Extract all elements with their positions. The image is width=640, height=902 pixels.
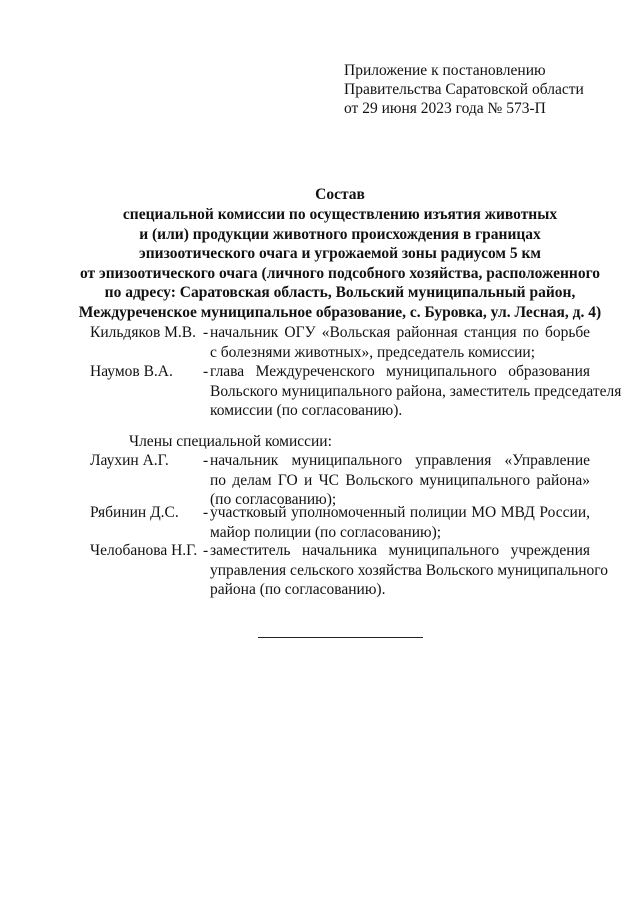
appendix-line: Правительства Саратовской области	[344, 81, 584, 98]
appendix-line: от 29 июня 2023 года № 573-П	[344, 100, 546, 117]
members-heading: Члены специальной комиссии:	[129, 433, 332, 450]
member-name: Наумов В.А.	[90, 363, 173, 380]
document-heading: Состав	[315, 186, 365, 203]
role-line: заместитель начальника муниципального учреждения	[210, 542, 590, 559]
member-role	[210, 541, 608, 600]
role-line: майор полиции (по согласованию);	[210, 523, 442, 541]
role-line: комиссии (по согласованию).	[210, 402, 403, 419]
member-name: Челобанова Н.Г.	[90, 542, 198, 559]
title-line: Междуреченское муниципальное образование, с. Буровка, ул. Лесная, д. 4)	[78, 303, 602, 321]
title-line: от эпизоотического очага (личного подсобного хозяйства, расположенного	[80, 264, 600, 282]
title-line: и (или) продукции животного происхождения в границах	[139, 225, 541, 243]
member-role	[210, 503, 590, 542]
role-line: по делам ГО и ЧС Вольского муниципального района»	[210, 471, 590, 489]
role-line: участковый уполномоченный полиции МО МВД России,	[210, 504, 590, 521]
role-line: управления сельского хозяйства Вольского муниципального	[210, 561, 608, 579]
appendix-note	[344, 61, 624, 118]
member-name: Рябинин Д.С.	[90, 504, 179, 521]
role-line: Вольского муниципального района, заместитель председателя	[210, 382, 622, 400]
role-line: (по согласованию);	[210, 491, 337, 508]
appendix-line: Приложение к постановлению	[344, 62, 546, 79]
title-line: специальной комиссии по осуществлению изъятия животных	[122, 206, 558, 223]
member-role	[210, 451, 590, 510]
title-line: по адресу: Саратовская область, Вольский муниципальный район,	[104, 284, 576, 302]
title-line: эпизоотического очага и угрожаемой зоны радиусом 5 км	[139, 245, 541, 263]
role-line: с болезнями животных», председатель комиссии;	[210, 343, 536, 361]
role-line: начальник муниципального управления «Управление	[210, 452, 590, 469]
role-line: начальник ОГУ «Вольская районная станция по борьбе	[210, 324, 590, 341]
role-line: района (по согласованию).	[210, 581, 386, 598]
member-role	[210, 323, 590, 362]
entry-dash: -	[203, 363, 209, 380]
entry-dash: -	[203, 324, 209, 341]
closing-divider	[258, 637, 423, 638]
entry-dash: -	[203, 452, 209, 469]
member-name: Кильдяков М.В.	[90, 324, 197, 341]
member-role	[210, 362, 622, 421]
entry-dash: -	[203, 504, 209, 521]
role-line: глава Междуреченского муниципального образования	[210, 363, 590, 380]
member-name: Лаухин А.Г.	[90, 452, 169, 469]
entry-dash: -	[203, 542, 209, 559]
document-title	[40, 205, 640, 323]
